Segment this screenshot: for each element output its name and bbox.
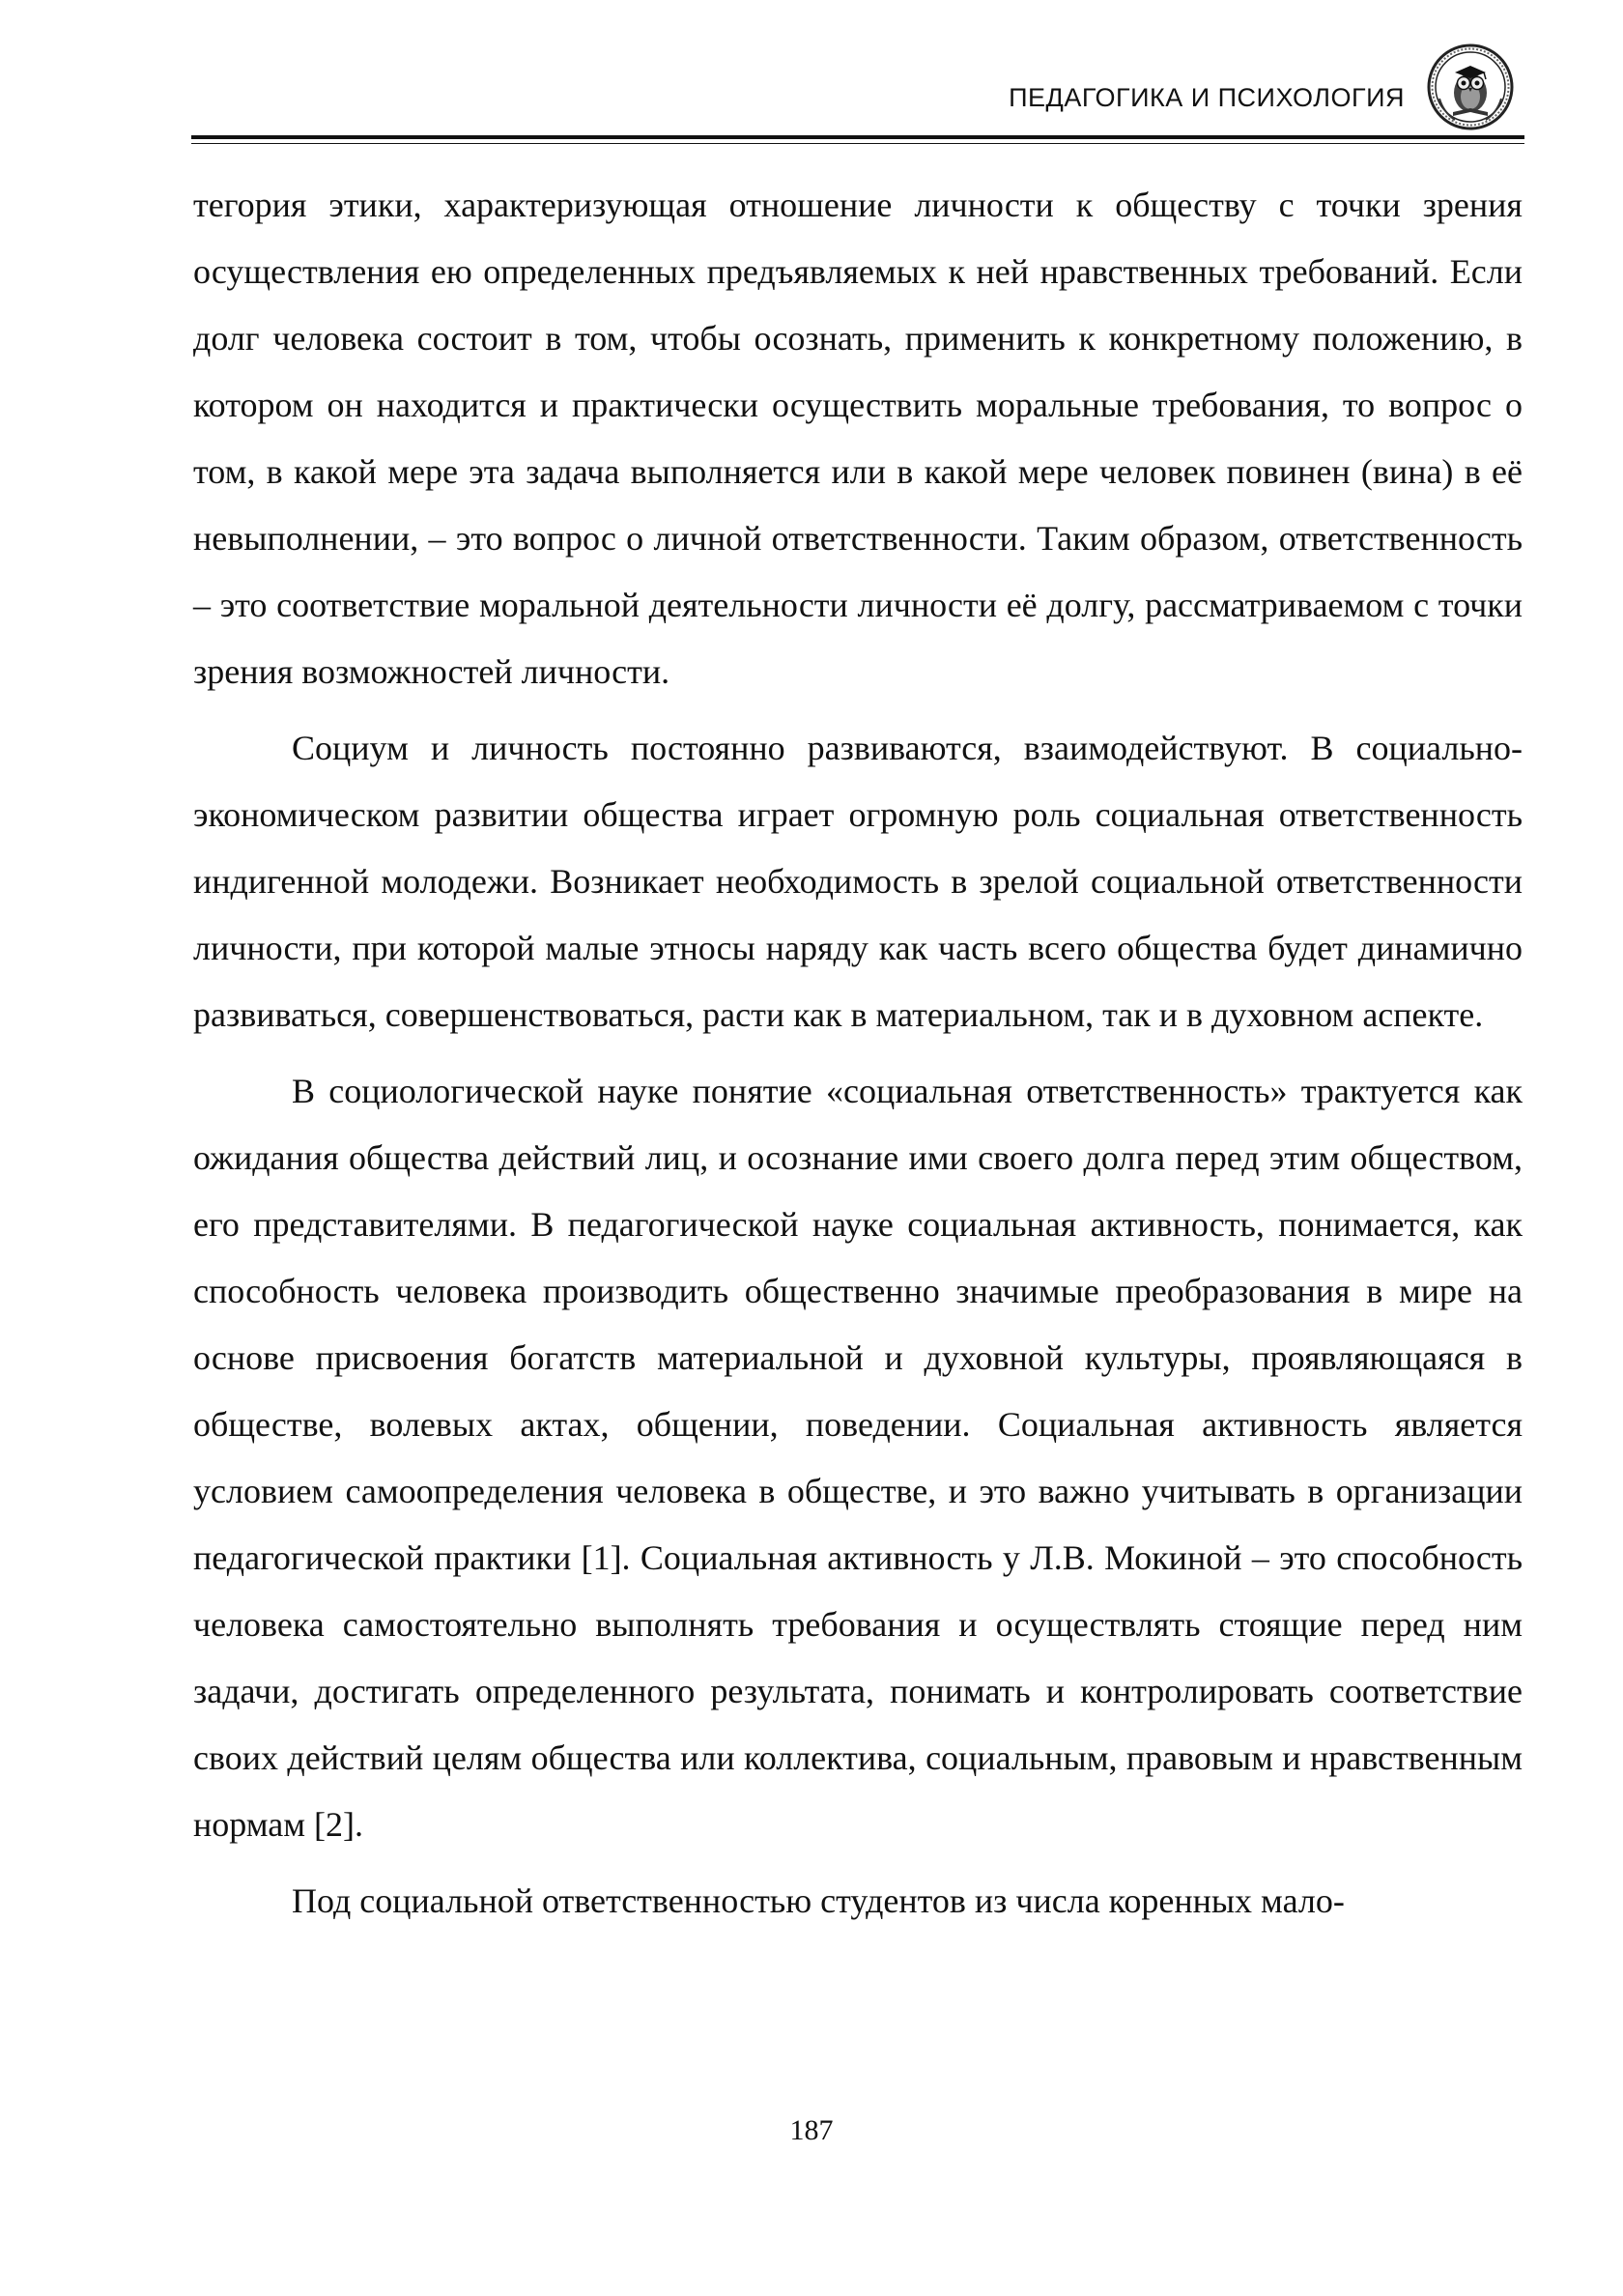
article-body — [193, 172, 1523, 1935]
paragraph: Социум и личность постоянно развиваются, взаимодействуют. В социально-экономическом развитии общества играет огромную роль социальная ответственность индигенной молодежи. Возникает необходимость в зрелой социальной ответственности личности, при которой малые этносы наряду как часть всего общества будет динамично развиваться, совершенствоваться, расти как в материальном, так и в духовном аспекте. — [193, 729, 1523, 1034]
owl-seal-logo-icon — [1426, 43, 1515, 131]
paragraph: Под социальной ответственностью студентов из числа коренных мало- — [292, 1881, 1345, 1920]
journal-section-title: ПЕДАГОГИКА И ПСИХОЛОГИЯ — [1009, 83, 1405, 112]
page-number: 187 — [789, 2114, 834, 2146]
header-rule-thin — [191, 143, 1524, 144]
running-header — [191, 43, 1524, 147]
paragraph: В социологической науке понятие «социальная ответственность» трактуется как ожидания общества действий лиц, и осознание ими своего долга перед этим обществом, его представителями. В педагогической науке социальная активность, понимается, как способность человека производить общественно значимые преобразования в мире на основе присвоения богатств материальной и духовной культуры, проявляющаяся в обществе, волевых актах, общении, поведении. Социальная активность является условием самоопределения человека в обществе, и это важно учитывать в организации педагогической практики [1]. Социальная активность у Л.В. Мокиной – это способность человека самостоятельно выполнять требования и осуществлять стоящие перед ним задачи, достигать определенного результата, понимать и контролировать соответствие своих действий целям общества или коллектива, социальным, правовым и нравственным нормам [2]. — [193, 1072, 1523, 1844]
paragraph-continuation: тегория этики, характеризующая отношение личности к обществу с точки зрения осуществления ею определенных предъявляемых к ней нравственных требований. Если долг человека состоит в том, чтобы осознать, применить к конкретному положению, в котором он находится и практически осуществить моральные требования, то вопрос о том, в какой мере эта задача выполняется или в какой мере человек повинен (вина) в её невыполнении, – это вопрос о личной ответственности. Таким образом, ответственность – это соответствие моральной деятельности личности её долгу, рассматриваемом с точки зрения возможностей личности. — [193, 186, 1523, 691]
header-rule-thick — [191, 135, 1524, 139]
